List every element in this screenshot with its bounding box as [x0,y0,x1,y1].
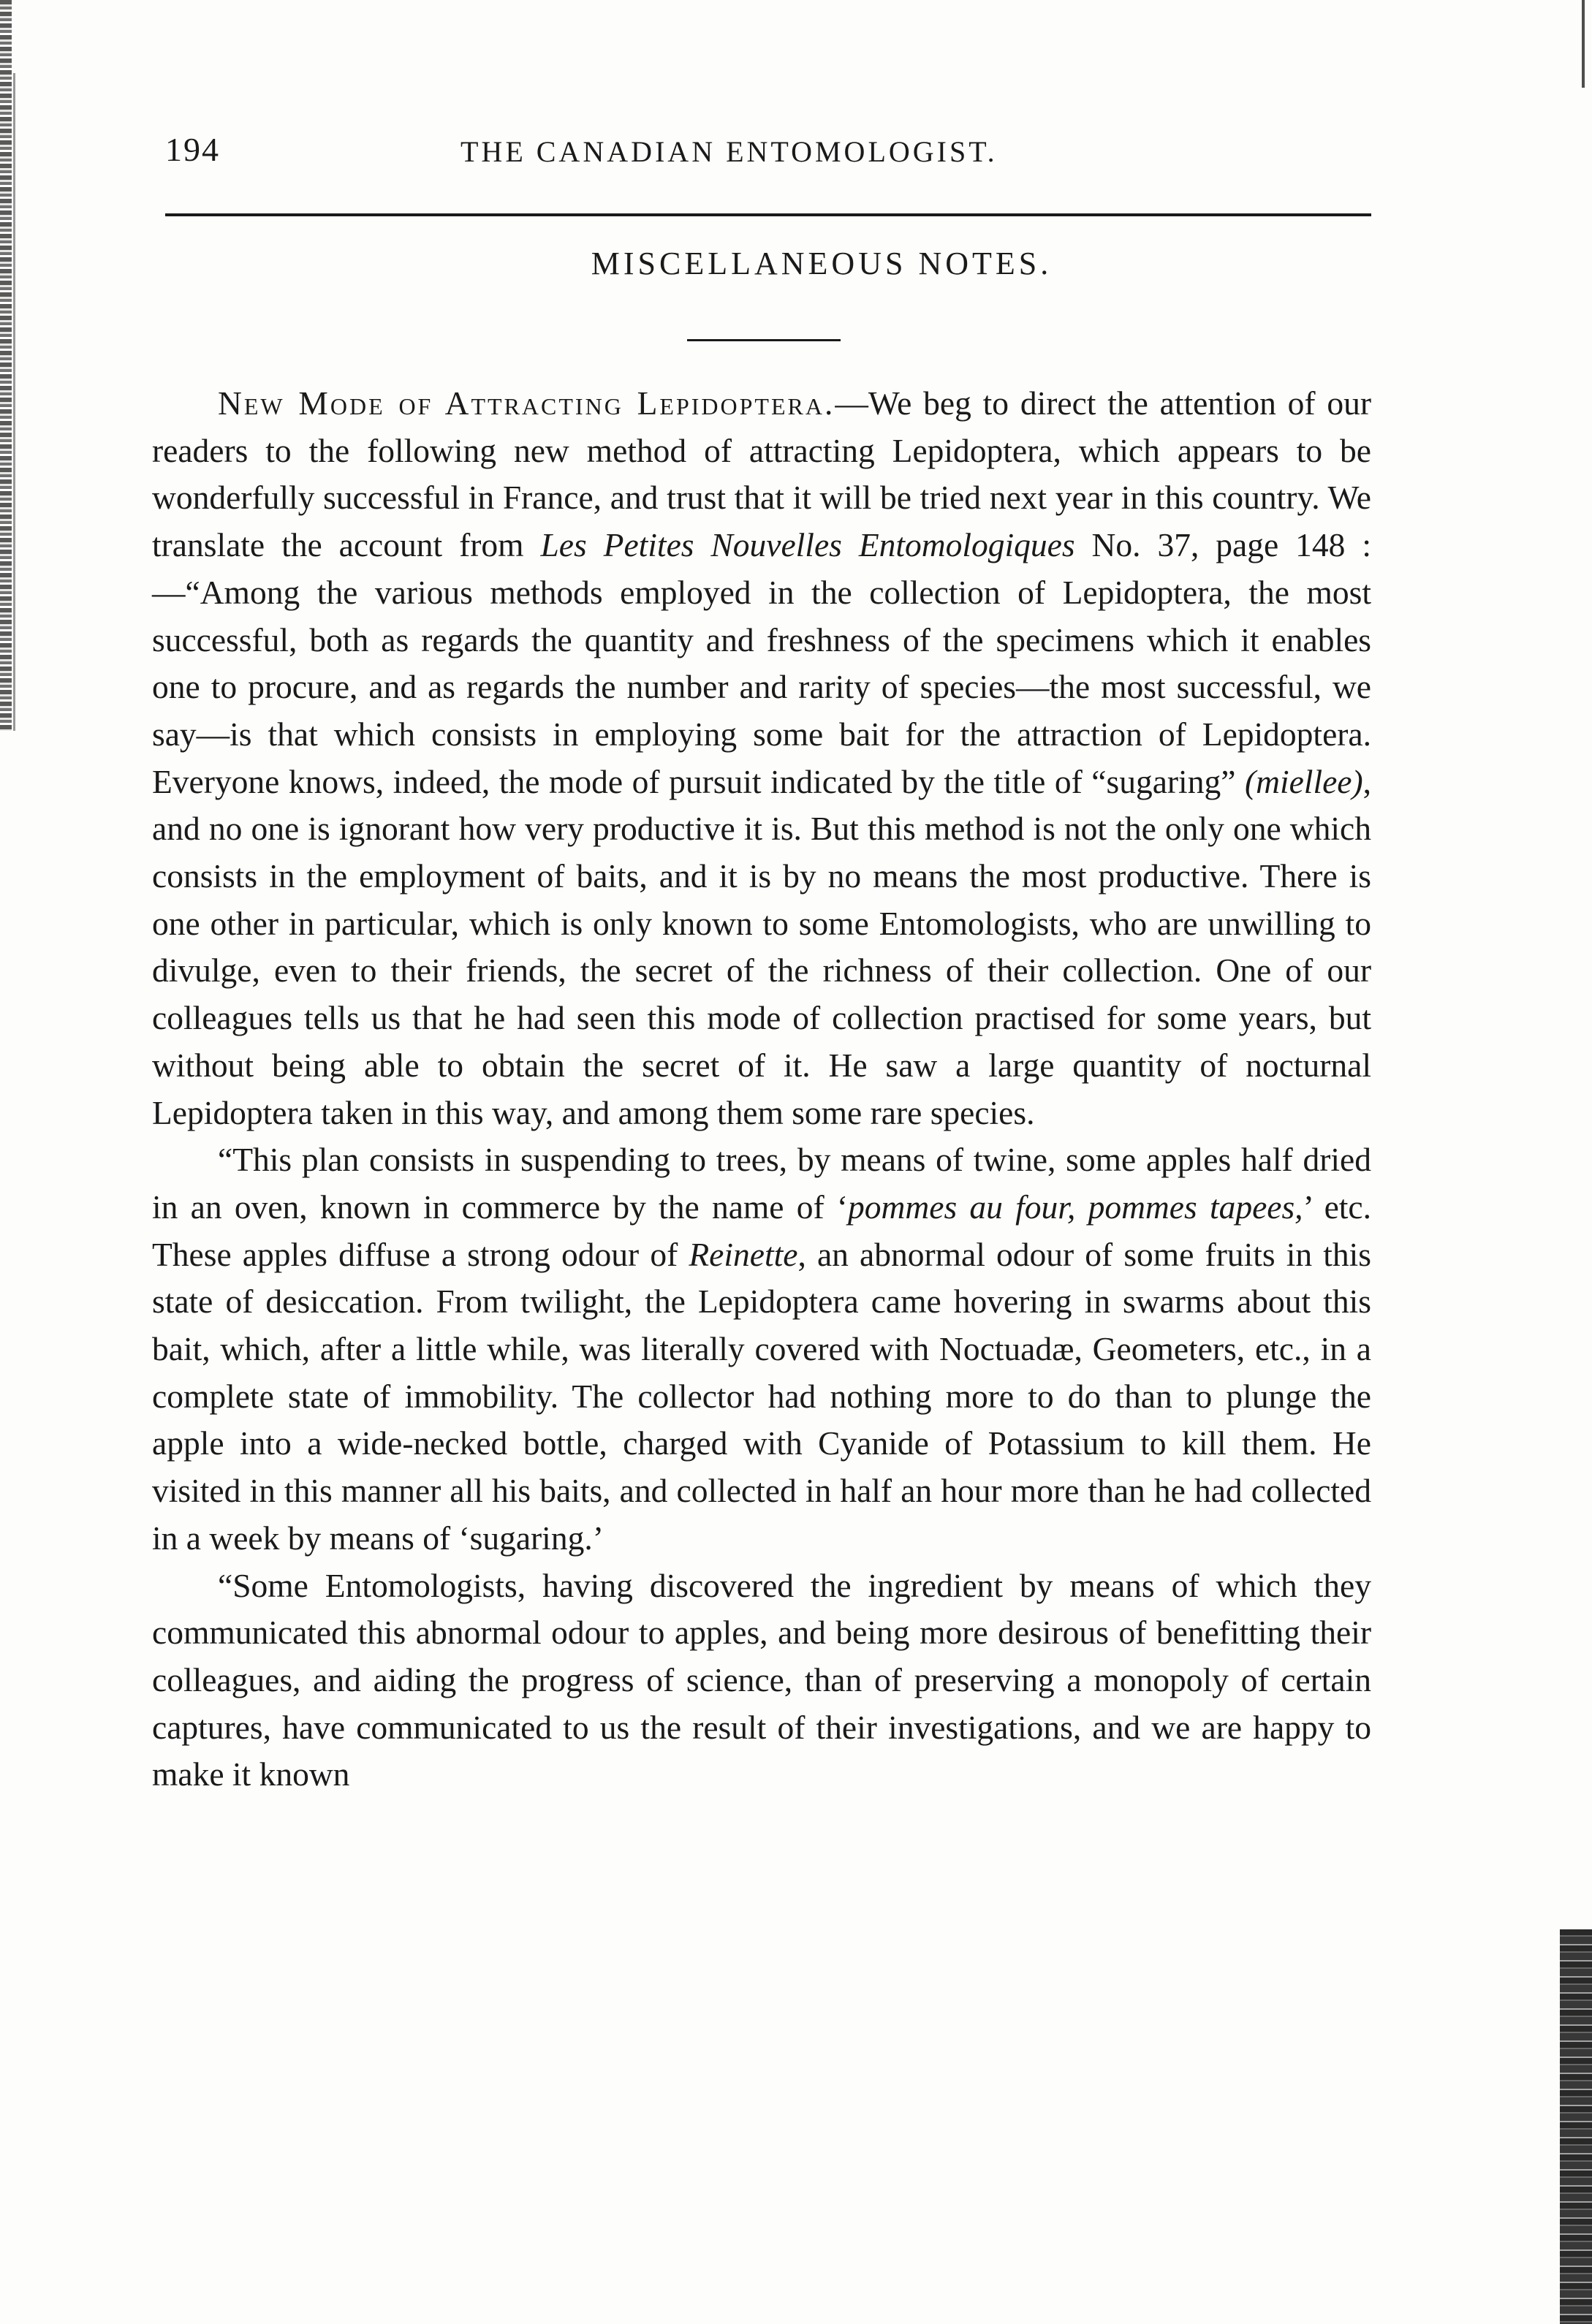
binding-edge-left [0,0,12,731]
paragraph-2 [152,1136,1371,1562]
paragraph-2-text-b: ’ etc. These apples diffuse a strong odour of [152,1188,1371,1273]
paragraph-1-text-a: —We beg to direct the attention of our readers to the following new method of attracting Lepidoptera, which appears to be wonderfully successful in France, and trust that it will be tried next year in this country. We translate the account from [152,384,1371,564]
term-pommes: pommes au four, pommes tapees, [848,1188,1303,1226]
running-head: THE CANADIAN ENTOMOLOGIST. [460,135,998,168]
term-miellee: (miellee) [1244,762,1363,800]
binding-edge-right [1560,1929,1592,2324]
paragraph-1-text-b: No. 37, page 148 :—“Among the various methods employed in the collection of Lepidoptera, the most successful, both as regards the quantity and freshness of the specimens which it enables one to procure, and as regards the number and rarity of species—the most successful, we say—is that which consists in employing some bait for the attraction of Lepidoptera. Everyone knows, indeed, the mode of pursuit indicated by the title of “sugaring” [152,526,1371,800]
paragraph-2-text-c: , an abnormal odour of some fruits in this state of desiccation. From twilight, the Lepidoptera came hovering in swarms about this bait, which, after a little while, was literally covered with Noctuadæ, Geometers, etc., in a complete state of immobility. The collector had nothing more to do than to plunge the apple into a wide-necked bottle, charged with Cyanide of Potassium to kill them. He visited in this manner all his baits, and collected in half an hour more than he had collected in a week by means of ‘sugaring.’ [152,1235,1371,1557]
section-divider [687,339,841,341]
term-reinette: Reinette [689,1235,798,1273]
paragraph-2-text-a: “This plan consists in suspending to trees, by means of twine, some apples half dried in an oven, known in commerce by the name of ‘ [152,1141,1371,1226]
paragraph-3: “Some Entomologists, having discovered the ingredient by means of which they communicated this abnormal odour to apples, and being more desirous of benefitting their colleagues, and aiding the progress of science, than of preserving a monopoly of certain captures, have communicated to us the result of their investigations, and we are happy to make it known [152,1566,1371,1793]
journal-title: Les Petites Nouvelles Entomologiques [540,526,1075,564]
paragraph-1 [152,380,1371,1136]
page-header [165,130,1371,174]
article-heading: New Mode of Attracting Lepidoptera. [218,384,835,422]
binding-edge-top-right [1582,0,1585,88]
article-body [152,380,1371,1799]
page-number: 194 [165,131,220,168]
paragraph-1-text-c: , and no one is ignorant how very productive it is. But this method is not the only one which consists in the employment of baits, and it is by no means the most productive. There is one other in particular, which is only known to some Entomologists, who are unwilling to divulge, even to their friends, the secret of the richness of their collection. One of our colleagues tells us that he had seen this mode of collection practised for some years, but without being able to obtain the secret of it. He saw a large quantity of nocturnal Lepidoptera taken in this way, and among them some rare species. [152,762,1371,1131]
section-title: MISCELLANEOUS NOTES. [591,246,1053,281]
binding-edge-line [13,73,15,731]
header-rule [165,213,1371,216]
